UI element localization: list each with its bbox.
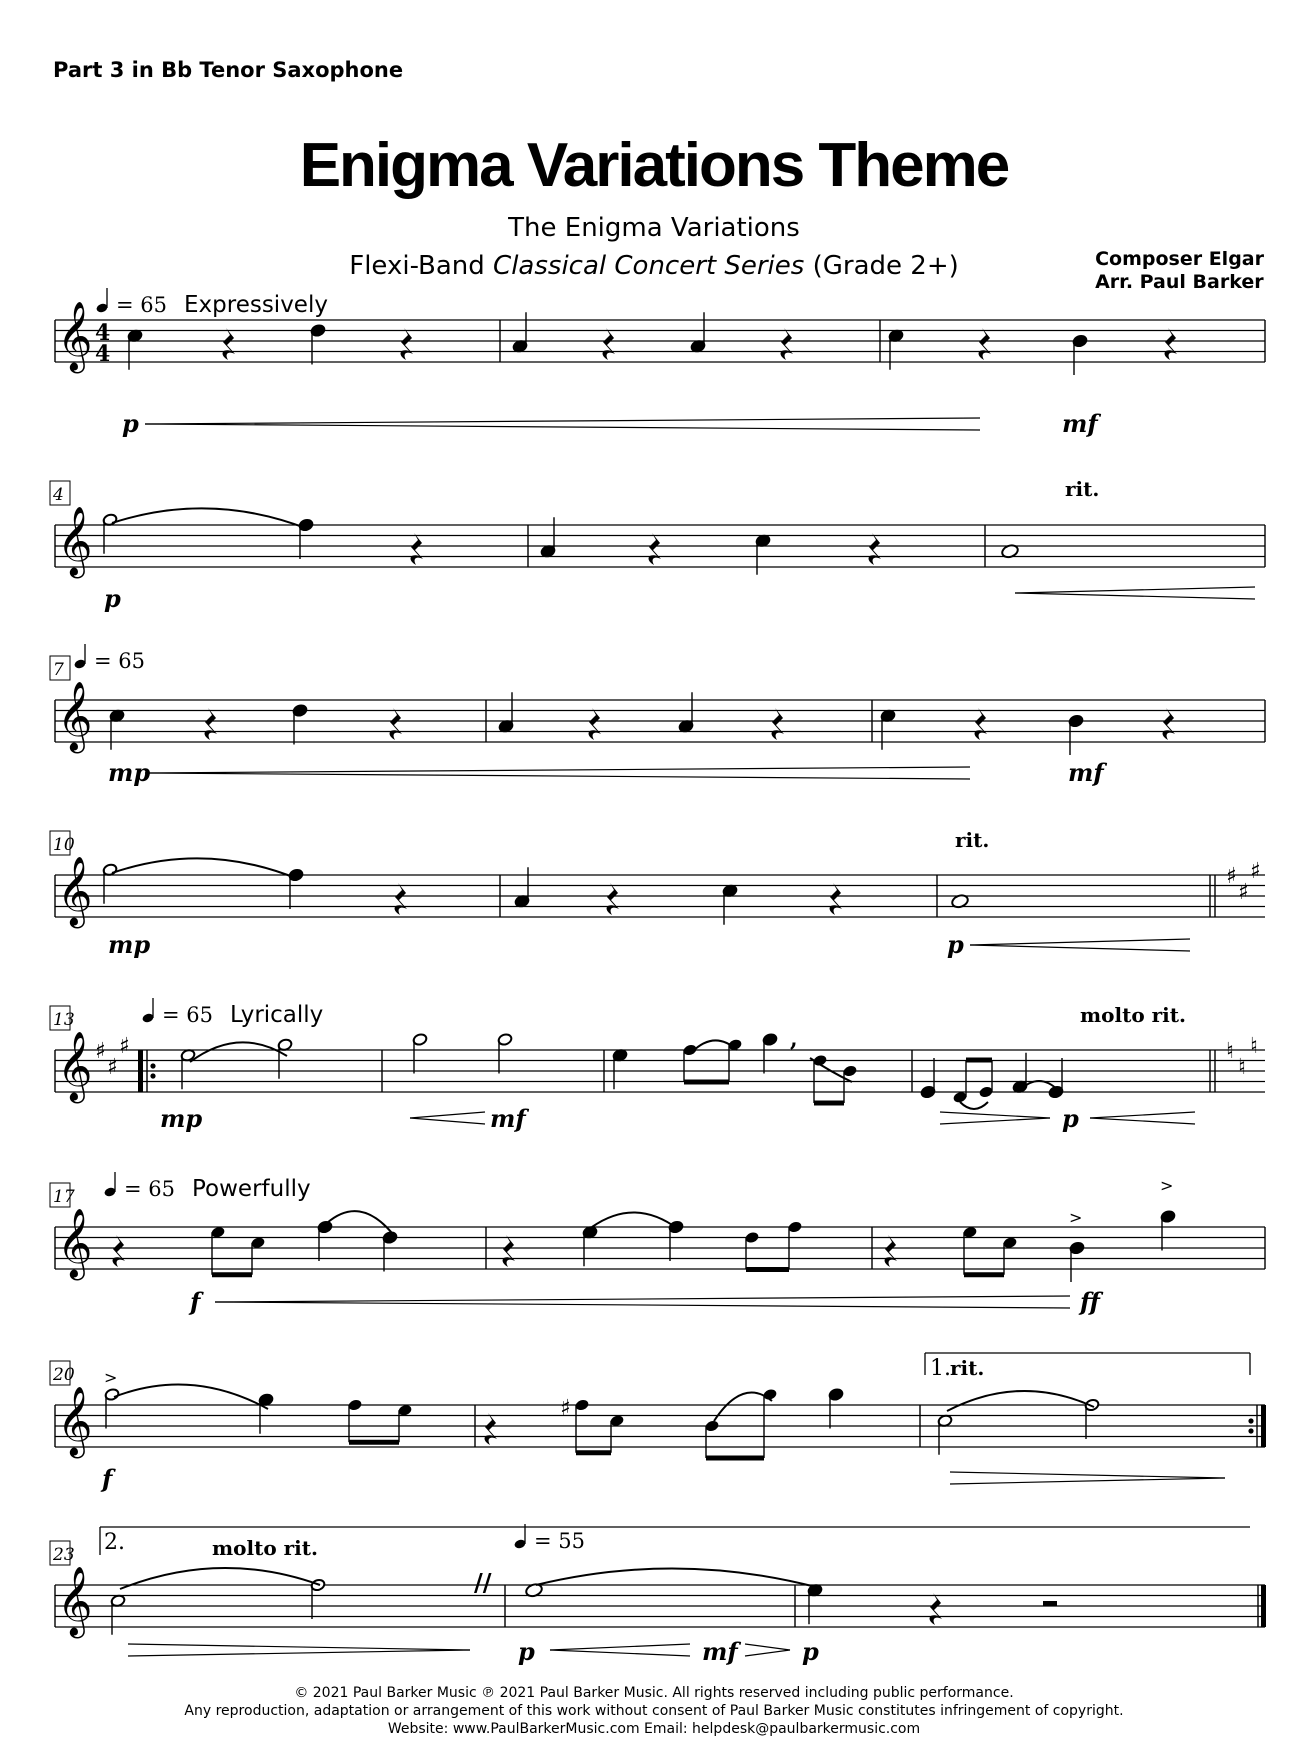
treble-clef: 𝄞 [57, 681, 93, 751]
decrescendo-hairpin [128, 1650, 470, 1656]
key-signature-natural: ♮ [1238, 1054, 1246, 1080]
dynamic-mark: p [104, 584, 121, 613]
tempo-marking: = 65 [116, 293, 167, 317]
copyright-line: © 2021 Paul Barker Music ℗ 2021 Paul Barker Music. All rights reserved including public performance. [294, 1685, 1014, 1701]
slur [190, 1042, 287, 1062]
dynamic-mark: mf [1068, 758, 1104, 787]
quarter-rest [649, 533, 661, 565]
ritardando-text: rit. [1065, 477, 1100, 501]
crescendo-hairpin [970, 945, 1190, 951]
treble-clef: 𝄞 [57, 1386, 93, 1456]
sharp-sign: ♯ [560, 1396, 571, 1421]
contact-line: Website: www.PaulBarkerMusic.com Email: helpdesk@paulbarkermusic.com [387, 1721, 921, 1737]
decrescendo-hairpin [745, 1650, 790, 1656]
molto-rit-text: molto rit. [212, 1536, 318, 1560]
decrescendo-hairpin [128, 1644, 470, 1650]
first-ending-label: 1. [930, 1356, 951, 1381]
decrescendo-hairpin [745, 1644, 790, 1650]
breath-mark: , [790, 1026, 798, 1052]
dynamic-mark: mf [1062, 409, 1098, 438]
measure-number: 23 [53, 1545, 75, 1565]
slur [112, 858, 298, 879]
ritardando-text: rit. [950, 1356, 985, 1380]
tempo-marking: = 65 [124, 1177, 175, 1201]
key-signature-natural: ♮ [1250, 1033, 1258, 1059]
quarter-rest [975, 708, 987, 740]
dynamic-mark: p [947, 930, 964, 959]
slur [112, 508, 308, 529]
crescendo-hairpin [410, 1118, 485, 1124]
crescendo-hairpin [970, 939, 1190, 945]
accent-mark: > [104, 1368, 118, 1387]
crescendo-hairpin [145, 424, 980, 430]
series-prefix: Flexi-Band [349, 251, 494, 281]
ritardando-text: rit. [955, 828, 990, 852]
quarter-rest [113, 1235, 125, 1267]
series-suffix: (Grade 2+) [804, 251, 959, 281]
dynamic-mark: mf [702, 1637, 738, 1666]
quarter-rest [411, 533, 423, 565]
dynamic-mark: p [122, 409, 139, 438]
second-ending-label: 2. [104, 1530, 125, 1555]
dynamic-mark: mp [160, 1104, 203, 1133]
decrescendo-hairpin [940, 1118, 1050, 1124]
crescendo-hairpin [145, 773, 970, 779]
crescendo-hairpin [215, 1302, 1070, 1308]
copyright-notice: Any reproduction, adaptation or arrangement of this work without consent of Paul Barker Music constitutes infringement of copyright. [184, 1703, 1124, 1719]
tempo-marking: = 65 [94, 649, 145, 673]
treble-clef: 𝄞 [57, 1031, 93, 1101]
treble-clef: 𝄞 [57, 1208, 93, 1278]
crescendo-hairpin [145, 767, 970, 773]
key-signature-sharp: ♯ [107, 1054, 118, 1080]
slur [327, 1211, 392, 1233]
copyright-footer [0, 1684, 1308, 1738]
quarter-rest [885, 1235, 897, 1267]
slur [947, 1391, 1094, 1411]
treble-clef: 𝄞 [57, 506, 93, 576]
quarter-rest [1163, 708, 1175, 740]
crescendo-hairpin [1015, 587, 1255, 593]
dynamic-mark: p [802, 1637, 819, 1666]
measure-number: 4 [53, 485, 64, 505]
dynamic-mark: p [1062, 1104, 1079, 1133]
quarter-rest [930, 1593, 942, 1625]
crescendo-hairpin [550, 1650, 690, 1656]
crescendo-hairpin [410, 1112, 485, 1118]
treble-clef: 𝄞 [57, 1566, 93, 1636]
dynamic-mark: f [190, 1287, 201, 1316]
dynamic-mark: p [518, 1637, 535, 1666]
molto-rit-text: molto rit. [1080, 1003, 1186, 1027]
crescendo-hairpin [550, 1644, 690, 1650]
quarter-rest [589, 708, 601, 740]
quarter-rest [503, 1235, 515, 1267]
expression-text: Powerfully [192, 1176, 311, 1202]
dynamic-mark: f [102, 1464, 113, 1493]
half-rest [1043, 1601, 1057, 1606]
repeat-dot [1248, 1418, 1253, 1423]
dynamic-mark: ff [1080, 1287, 1100, 1316]
treble-clef: 𝄞 [57, 856, 93, 926]
crescendo-hairpin [1015, 593, 1255, 599]
tempo-marking: = 55 [534, 1529, 585, 1553]
key-signature-sharp: ♯ [119, 1033, 130, 1059]
measure-number: 7 [53, 660, 64, 680]
measure-number: 17 [53, 1187, 75, 1207]
dynamic-mark: mp [108, 930, 151, 959]
decrescendo-hairpin [950, 1472, 1225, 1478]
quarter-rest [781, 328, 793, 360]
treble-clef: 𝄞 [57, 301, 93, 371]
part-label: Part 3 in Bb Tenor Saxophone [53, 58, 404, 82]
decrescendo-hairpin [950, 1478, 1225, 1484]
subtitle: The Enigma Variations [508, 213, 800, 243]
dynamic-mark: mf [490, 1104, 526, 1133]
repeat-barline [1261, 1405, 1266, 1447]
measure-number: 20 [53, 1365, 75, 1385]
quarter-rest [401, 328, 413, 360]
tempo-marking: = 65 [162, 1003, 213, 1027]
final-barline [1261, 1585, 1266, 1627]
expression-text: Expressively [184, 292, 328, 318]
time-signature-top: 4 [95, 320, 111, 346]
key-signature-sharp: ♯ [95, 1039, 106, 1064]
repeat-dot [150, 1063, 155, 1068]
measure-number: 10 [53, 835, 75, 855]
caesura: // [474, 1568, 492, 1597]
slur [960, 1102, 988, 1109]
quarter-rest [607, 883, 619, 915]
crescendo-hairpin [1090, 1118, 1195, 1124]
series-name: Classical Concert Series [493, 251, 805, 281]
quarter-rest [979, 328, 991, 360]
repeat-dot [1248, 1428, 1253, 1433]
repeat-barline [138, 1050, 143, 1092]
page-title: Enigma Variations Theme [299, 131, 1009, 200]
quarter-rest [603, 328, 615, 360]
crescendo-hairpin [215, 1296, 1070, 1302]
key-signature-sharp: ♯ [1226, 864, 1237, 889]
accent-mark: > [1069, 1208, 1083, 1227]
expression-text: Lyrically [230, 1002, 324, 1028]
crescendo-hairpin [1090, 1112, 1195, 1118]
key-signature-natural: ♮ [1226, 1039, 1234, 1064]
measure-number: 13 [53, 1010, 75, 1030]
key-signature-sharp: ♯ [1238, 879, 1249, 905]
repeat-dot [150, 1073, 155, 1078]
quarter-rest [830, 883, 842, 915]
quarter-rest [205, 708, 217, 740]
quarter-rest [223, 328, 235, 360]
quarter-rest [869, 533, 881, 565]
time-signature-bottom: 4 [95, 341, 111, 367]
dynamic-mark: mp [108, 758, 151, 787]
quarter-rest [395, 883, 407, 915]
accent-mark: > [1160, 1176, 1174, 1195]
crescendo-hairpin [145, 418, 980, 424]
key-signature-sharp: ♯ [1250, 858, 1261, 884]
quarter-rest [1165, 328, 1177, 360]
slur [536, 1568, 816, 1587]
slur [120, 1568, 320, 1589]
arranger: Arr. Paul Barker [1095, 271, 1264, 293]
quarter-rest [390, 708, 402, 740]
decrescendo-hairpin [940, 1112, 1050, 1118]
composer: Composer Elgar [1095, 248, 1264, 270]
quarter-rest [485, 1413, 497, 1445]
quarter-rest [772, 708, 784, 740]
